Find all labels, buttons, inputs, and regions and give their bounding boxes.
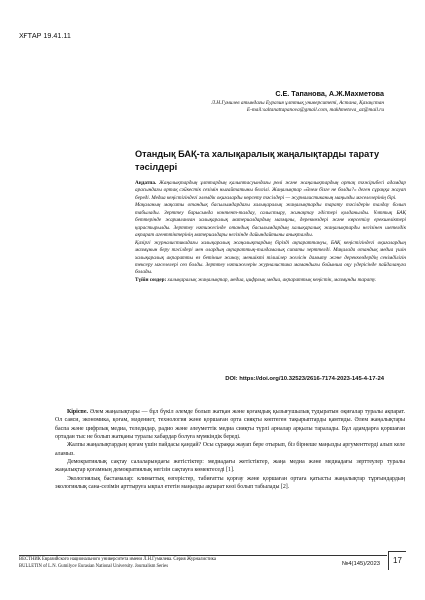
abstract-block <box>135 180 406 284</box>
body-paragraph: Демократиялық сақтау салаларындағы жетістіктер: медиадағы жетістіктер, жаңа медиа және медиадағы зерттеулер туралы жаңалықтар қоғамның демократиялық негізін сақтауға көмектеседі [1]. <box>55 459 405 474</box>
page-number: 17 <box>388 551 406 570</box>
article-body <box>55 408 405 491</box>
introduction-heading: Кіріспе. <box>67 409 88 415</box>
footer-journal-en: BULLETIN of L.N. Gumilyov Eurasian National University. Journalism Series <box>19 563 169 569</box>
keywords-label: Түйін сөздер: <box>135 276 167 283</box>
abstract-label: Аңдатпа. <box>135 180 157 186</box>
author-affiliation <box>54 100 384 115</box>
journal-footer <box>19 557 359 570</box>
keywords-text: халықаралық жаңалықтар, медиа, цифрлық медиа, ақпараттық кеңістік, мазмұнды тарату. <box>167 276 377 283</box>
body-paragraph: Әлем жаңалықтары — бұл бүкіл әлемде болып жатқан және қоғамдық қызығушылық тудыратын оқиғалар туралы ақпарат. Ол саяси, экономика, қоғам, мәдениет, технология және қоршаған орта сияқты көптеген тақырыптарды қамтиды. Әлем жаңалықтары баспа және цифрлық медиа, теледидар, радио және әлеуметтік медиа сияқты түрлі арналар арқылы таралады. Бұл адамдарға қоршаған ортадан тыс не болып жатқаны туралы хабардар болуға мүмкіндік береді. <box>55 409 405 441</box>
issue-number: №4(145)/2023 <box>341 561 380 567</box>
footer-divider <box>19 555 387 556</box>
udc-code: ХҒТАР 19.41.11 <box>19 31 71 40</box>
email-line: E-mail:saltanattapanova@gmail.com, makhmetova_az@mail.ru <box>246 107 384 114</box>
abstract-paragraph: Қазіргі журналистикадағы халықаралық жаңалықтардың бірізді ақпараттануы, БАҚ кеңістігіндегі оқиғалардың мазмұнын беру тәсілдері мен олардың ақпараттық-талдамалық сипаты зерттелді. Мақалада отандық медиа үшін халықаралық ақпаратты өз бетінше жинау, меншікті тілшілер желісін дамыту және дереккөздердің сенімділігін тексеру мәселелері сөз болды. Зерттеу нәтижелерін журналистика мамандығы бойынша оқу үдерісінде пайдалануға болады. <box>135 239 406 276</box>
article-title: Отандық БАҚ-та халықаралық жаңалықтарды тарату тәсілдері <box>135 149 380 172</box>
footer-journal-ru: ВЕСТНИК Евразийского национального университета имени Л.Н.Гумилева. Серия Журналистика <box>19 557 216 562</box>
body-paragraph: Экологиялық бастамалар: климаттық өзгерістер, табиғатты қорғау және қоршаған ортаға қатысты жаңалықтар тұрғындардың экологиялық сана-сезімін арттыруға ықпал ететін маңызды ақпарат көзі болып табылады [2]. <box>55 475 405 491</box>
author-names: С.Е. Тапанова, А.Ж.Махметова <box>275 89 384 98</box>
affiliation-line: Л.Н.Гумилев атындағы Еуразия ұлттық университеті, Астана, Қазақстан <box>211 100 384 106</box>
body-paragraph: Жалпы жаңалықтардың қоғам үшін пайдасы қандай? Осы сұраққа жауап бере отырып, біз бірнеше маңызды аргументтерді алып келе аламыз. <box>55 442 405 457</box>
abstract-paragraph: Мақаланың мақсаты отандық басылымдардағы халықаралық жаңалықтарды тарату тәсілдерін талдау болып табылады. Зерттеу барысында контент-талдау, салыстыру, жинақтау әдістері қолданылды. Ұлттық БАҚ беттерінде жарияланған халықаралық материалдардың мазмұны, дереккөздері және көрсетілу ерекшеліктері қарастырылды. Зерттеу нәтижесінде отандық басылымдардың халықаралық жаңалықтарды негізінен шетелдік ақпарат агенттіктерінің материалдары негізінде дайындайтыны анықталды. <box>135 202 406 239</box>
doi-link[interactable]: DOI: https://doi.org/10.32523/2616-7174-2023-145-4-17-24 <box>225 376 384 382</box>
abstract-paragraph: Жаңалықтардың ұлттардың қалыптасуындағы рөлі және жаңалықтардың ортақ тәжірибесі адамдар арасындағы ортақ сәйкестік сезімін нығайтатыны белгілі. Жаңалықтар «Әлем бізге не болды?» деген сұраққа жауап береді. Медиа кеңістігіндегі әлемдік оқиғаларды көрсету тәсілдері — журналистиканың маңызды мәселелерінің бірі. <box>135 180 406 201</box>
